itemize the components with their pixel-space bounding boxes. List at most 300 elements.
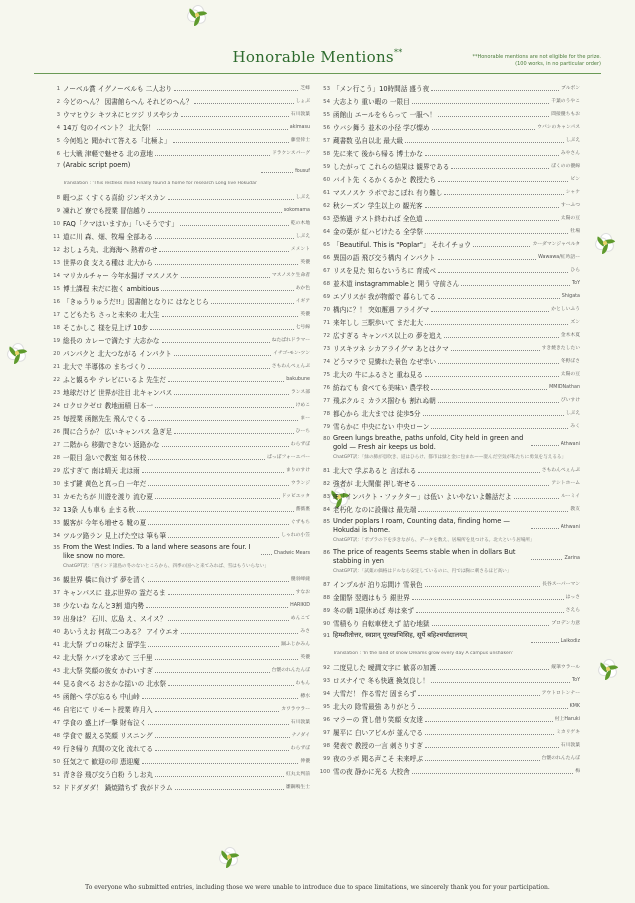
entry-text: 少ないね なんと3割 道内勢 [63, 602, 144, 610]
leader-dots [174, 90, 298, 91]
list-item [318, 711, 580, 724]
list-item [48, 766, 310, 779]
leader-dots [155, 672, 270, 673]
entry-author: マスノスケ生命者 [271, 273, 310, 278]
list-item [48, 475, 310, 488]
leader-dots [168, 594, 294, 595]
entry-text: 学食の 盛上げ一撃 財布泣く [63, 719, 147, 727]
note-line: (100 works, in no particular order) [515, 60, 601, 67]
entry-text: 秋シーズン 学生以上の 観光客 [333, 202, 423, 210]
list-item [318, 184, 580, 197]
leader-dots [142, 698, 299, 699]
list-item [48, 753, 310, 766]
entry-author: しゃれの小笠 [281, 533, 310, 538]
entry-number: 3 [56, 112, 60, 118]
entry-number: 90 [323, 621, 330, 627]
entry-text: (Arabic script poem) [63, 161, 131, 169]
entry-number: 67 [323, 268, 330, 274]
entry-text: 出身は？ 石川、広島 え、スイス？ [63, 615, 167, 623]
entry-author: 金木木夏 [560, 333, 580, 338]
entry-author: Yousuf [294, 169, 310, 174]
entry-text: マスノスケ ラボでおこぼれ 有り難し [333, 189, 443, 197]
entry-text: FAQ「クマはいますか」「いそうです」 [63, 220, 178, 228]
list-item [48, 267, 310, 280]
footer-message: To everyone who submitted entries, including those we were unable to introduce due to space limitations, we sincerely thank you for your participation. [85, 884, 550, 891]
entry-text: 函館へ 学び忘るも 中山峠 [63, 693, 140, 701]
leader-dots [168, 685, 293, 686]
entry-number: 93 [323, 678, 330, 684]
entry-text: 都心から 北大までは 徒歩5分 [333, 410, 421, 418]
entry-author: わらずぼ [290, 746, 310, 751]
leader-dots [155, 750, 289, 751]
entry-text: 一限目 急いで教室 知る休校 [63, 454, 147, 462]
list-item [48, 636, 310, 649]
list-item [318, 314, 580, 327]
entry-author: 梅 [575, 769, 580, 774]
entry-number: 83 [323, 494, 330, 500]
list-item [48, 779, 310, 792]
leader-dots [261, 554, 272, 555]
header-note [472, 54, 601, 67]
leader-dots [531, 445, 559, 446]
list-item [48, 145, 310, 158]
entry-number: 85 [323, 519, 330, 525]
list-item [48, 106, 310, 119]
list-item [48, 80, 310, 93]
entry-text: ドドダダダ！ 鍋焼踏ちず 我がドラム [63, 784, 173, 792]
entry-author: sokomama [283, 208, 310, 213]
entry-text: 函館山 エールをもらって 一服へ！ [333, 111, 436, 119]
entry-number: 51 [53, 772, 60, 778]
entry-text: 青き谷 飛び交う白粉 うしお丸 [63, 771, 153, 779]
leader-dots [531, 559, 562, 560]
entry-text: 大志より 重い暇の 一限目 [333, 98, 410, 106]
list-item [48, 584, 310, 597]
list-item [318, 576, 580, 589]
list-item [318, 392, 580, 405]
leader-dots [180, 225, 289, 226]
entry-number: 95 [323, 704, 330, 710]
list-item [48, 571, 310, 584]
entry-number: 68 [323, 281, 330, 287]
entry-author: 石川敦葉 [290, 112, 310, 117]
leader-dots [261, 172, 293, 173]
entry-author: すなお [295, 590, 310, 595]
entry-author: 紅丸太判前 [286, 772, 310, 777]
leader-dots [148, 420, 298, 421]
leader-dots [174, 394, 289, 395]
title-mark: ** [393, 48, 403, 57]
entry-author: 村上Haruki [554, 717, 580, 722]
entry-text: 世界の食 支える種は 北大から [63, 259, 153, 267]
entry-author: ウランジ [290, 481, 310, 486]
entry-text: 大雪だ！ 作る雪だ 固まらず [333, 690, 417, 698]
entry-translation: ChatGPT訳：「試薬の価格はドルなら安定しているのに、円では胸に刺さるほど高い」 [333, 569, 512, 574]
entry-author: ブルボン [561, 86, 580, 91]
entry-text: 雪の夜 静かに光る 大校舎 [333, 768, 410, 776]
entry-text: 北大祭 笑顔の彼女 かわいすぎ [63, 667, 153, 675]
leader-dots [425, 760, 540, 761]
list-item [318, 602, 580, 615]
entry-number: 91 [323, 633, 330, 639]
entry-author: 樽水 [300, 694, 310, 699]
entry-text: IF「インパクト・ファクター」は低い よいやないよ難話だよ [333, 493, 512, 501]
entry-author: 千葉のうやこ [551, 99, 580, 104]
list-item [48, 623, 310, 636]
entry-author: 太陽の豆 [560, 216, 580, 221]
entry-number: 34 [53, 533, 60, 539]
list-item [48, 410, 310, 423]
entry-number: 70 [323, 307, 330, 313]
entry-author: まりのすけ [286, 468, 310, 473]
list-item [318, 301, 580, 314]
entry-number: 69 [323, 294, 330, 300]
leader-dots [451, 350, 540, 351]
leader-dots [431, 389, 547, 390]
list-item [318, 236, 580, 249]
leader-dots [137, 511, 294, 512]
list-item [48, 662, 310, 675]
title-text: Honorable Mentions [232, 48, 394, 66]
leader-dots [148, 459, 265, 460]
entry-number: 9 [56, 208, 60, 214]
entry-number: 100 [319, 769, 330, 775]
entry-text: 行き帰り 真間の文化 流れてる [63, 745, 153, 753]
entry-text: 地球だけど 世界が注目 北キャンパス [63, 389, 173, 397]
entry-author: しぶえ [565, 411, 580, 416]
entry-text: 蔵書数 弘自以北 最大級 [333, 137, 404, 145]
entry-author: かとしいふう [551, 307, 580, 312]
leader-dots [211, 303, 294, 304]
leader-dots [155, 238, 294, 239]
entry-number: 81 [323, 468, 330, 474]
list-item [48, 358, 310, 371]
list-item [318, 379, 580, 392]
list-item [48, 332, 310, 345]
list-item [318, 106, 580, 119]
entry-author: Shigata [561, 294, 580, 299]
list-item [48, 688, 310, 701]
entry-author: カワラウラー [281, 707, 310, 712]
leader-dots [148, 724, 288, 725]
entry-number: 17 [53, 312, 60, 318]
list-item [318, 659, 580, 672]
entry-text: 来年しし 三駅歩いて まだ北大 [333, 319, 423, 327]
list-item [48, 527, 310, 540]
list-item [48, 280, 310, 293]
entry-text: 老朽化 なのに設備は 最先端 [333, 506, 417, 514]
leader-dots [444, 337, 559, 338]
leader-dots [155, 737, 290, 738]
entry-author: ランス部 [290, 390, 310, 395]
entry-translation: ChatGPT訳：「緑の肺が息吹き、道はひらけ、都市は緑と金に包まれ——澄んだ空気が私たちに勇気を与えるる」 [333, 455, 567, 460]
entry-text: 二階から 移動できない 返路かな [63, 441, 160, 449]
entry-author: 踊ふじかみん [281, 642, 310, 647]
entry-text: エゾリスが 我が物顔で 暮らしてる [333, 293, 436, 301]
leader-dots [148, 581, 288, 582]
leader-dots [162, 446, 289, 447]
entry-author: シャケ [565, 190, 580, 195]
entry-text: 夜のラボ 聞る声こそ 未来呼ぶ [333, 755, 423, 763]
entry-author: ぴいすけ [560, 398, 580, 403]
entry-author: みく [570, 424, 580, 429]
entry-author: 雛鋼鳴生士 [286, 785, 310, 790]
entry-number: 98 [323, 743, 330, 749]
entry-text: 「きゅうりゅうだ!!」図書館となりに はなとじら [63, 298, 209, 306]
entry-text: 金の葉が 紅ハビけたる 全学祭 [333, 228, 423, 236]
list-item [318, 724, 580, 737]
list-item [48, 319, 310, 332]
entry-author: しぶえ [565, 138, 580, 143]
leader-dots [438, 259, 536, 260]
list-item [48, 158, 310, 182]
list-item [318, 93, 580, 106]
trillium-flower-icon [186, 4, 208, 26]
entry-number: 99 [323, 756, 330, 762]
entry-text: 観客が 今年も増せる 靴の夏 [63, 519, 147, 527]
entry-author: akimasu [289, 125, 310, 130]
list-item [48, 132, 310, 145]
entry-number: 59 [323, 164, 330, 170]
list-item [318, 223, 580, 236]
entry-author: わもん [295, 681, 310, 686]
leader-dots [461, 285, 570, 286]
leader-dots [155, 155, 270, 156]
leader-dots [418, 695, 539, 696]
list-item [48, 649, 310, 662]
entry-number: 41 [53, 642, 60, 648]
entry-text: 今何処と 聞かれて答える「北極よ」 [63, 137, 171, 145]
entry-number: 65 [323, 242, 330, 248]
entry-author: Wawawa/紅吟語ー [538, 255, 580, 260]
flower-center [227, 855, 231, 859]
entry-number: 15 [53, 286, 60, 292]
list-item [318, 418, 580, 431]
entry-number: 4 [56, 125, 60, 131]
entry-author: ひーち [295, 429, 310, 434]
entry-author: 長谷スーパーマン [542, 582, 580, 587]
entry-author: ToY [572, 281, 580, 286]
entry-author: ぱっぽフォーエバー [267, 455, 310, 460]
entry-text: ロクロクゼロ 教地面積 日本一 [63, 402, 153, 410]
entry-author: ぽくのの優線 [551, 164, 580, 169]
entry-number: 39 [53, 616, 60, 622]
list-item [318, 462, 580, 475]
leader-dots [174, 355, 271, 356]
entry-number: 35 [53, 545, 60, 551]
left-column [48, 80, 310, 792]
entry-number: 45 [53, 694, 60, 700]
list-item [318, 327, 580, 340]
entry-number: 92 [323, 665, 330, 671]
list-item [48, 189, 310, 202]
entry-author: イチゴ-モン-ツン [273, 351, 310, 356]
entry-author: みやさん [560, 151, 580, 156]
entry-text: 「Beautiful. This is "Poplar"」 それイチョウ [333, 241, 471, 249]
list-item [48, 384, 310, 397]
entry-text: ツルツ路ラン 見上げた空は 筆も筆 [63, 532, 167, 540]
entry-number: 19 [53, 338, 60, 344]
leader-dots [418, 708, 567, 709]
entry-author: けめこ [295, 403, 310, 408]
leader-dots [438, 402, 559, 403]
leader-dots [438, 181, 568, 182]
leader-dots [425, 207, 559, 208]
entry-author: Chadwic Mears [273, 551, 310, 556]
entry-text: 七大戦 津軽で魅せる 北の意地 [63, 150, 153, 158]
entry-text: 二度見した 曖澗文字に 歓喜の加護 [333, 664, 437, 672]
leader-dots [438, 298, 560, 299]
entry-author: イギア [295, 299, 310, 304]
entry-text: キャンパスに 並ぶ世界の 霊だるま [63, 589, 166, 597]
entry-number: 29 [53, 468, 60, 474]
entry-author: しぶえ [295, 234, 310, 239]
list-item [48, 397, 310, 410]
trillium-flower-icon [597, 658, 619, 680]
entry-number: 53 [323, 86, 330, 92]
leader-dots [425, 220, 559, 221]
entry-text: 雪積もり 自転車使えず 詰む地獄 [333, 620, 430, 628]
entry-translation: ChatGPT訳：「ポプラの下を歩きながら、データを数え、居場所を見つける。北大という居場所」 [333, 538, 535, 543]
entry-author: 間接優ちもお [551, 112, 580, 117]
leader-dots [159, 251, 288, 252]
entry-author: HARIKID [290, 603, 310, 608]
entry-number: 10 [53, 221, 60, 227]
list-item [318, 275, 580, 288]
entry-author: さもわんぺぇんぷ [541, 468, 580, 473]
leader-dots [173, 142, 289, 143]
entry-number: 21 [53, 364, 60, 370]
list-item [318, 262, 580, 275]
entry-number: 94 [323, 691, 330, 697]
leader-dots [175, 789, 284, 790]
leader-dots [425, 324, 568, 325]
entry-author: 芝蜂 [300, 86, 310, 91]
entry-number: 79 [323, 424, 330, 430]
list-item [318, 197, 580, 210]
entry-number: 84 [323, 507, 330, 513]
entry-number: 73 [323, 346, 330, 352]
list-item [318, 672, 580, 685]
entry-author: Zarina [564, 556, 580, 561]
list-item [48, 228, 310, 241]
entry-number: 57 [323, 138, 330, 144]
leader-dots [148, 646, 279, 647]
leader-dots [425, 734, 554, 735]
entry-text: リスキツネ シカアライグマ あとはクマ [333, 345, 449, 353]
list-item [48, 597, 310, 610]
entry-number: 44 [53, 681, 60, 687]
entry-author: アシトホーム [551, 481, 580, 486]
entry-number: 86 [323, 550, 330, 556]
entry-author: しょぶ [295, 99, 310, 104]
leader-dots [148, 524, 288, 525]
leader-dots [412, 773, 573, 774]
trillium-flower-icon [6, 342, 28, 364]
list-item [318, 488, 580, 501]
entry-text: 北大祭 プロの味だよ 留学生 [63, 641, 147, 649]
entry-number: 89 [323, 608, 330, 614]
list-item [48, 241, 310, 254]
list-item [48, 714, 310, 727]
entry-text: どうマラで 見憐れた景色 なぜ幸い [333, 358, 437, 366]
leader-dots [181, 116, 289, 117]
leader-dots [161, 290, 294, 291]
list-item [48, 202, 310, 215]
header [34, 44, 601, 74]
entry-number: 72 [323, 333, 330, 339]
entry-text: 飛ぶクルミ カラス掴むも 割れぬ朝 [333, 397, 436, 405]
list-item [48, 254, 310, 267]
entry-number: 37 [53, 590, 60, 596]
list-item [48, 345, 310, 358]
entry-number: 48 [53, 733, 60, 739]
entry-text: インプルが 泊り忘間け 雪景色 [333, 581, 423, 589]
entry-number: 14 [53, 273, 60, 279]
list-item [318, 545, 580, 569]
entry-number: 74 [323, 359, 330, 365]
entry-number: 66 [323, 255, 330, 261]
list-item [48, 740, 310, 753]
entry-number: 71 [323, 320, 330, 326]
leader-dots [142, 763, 299, 764]
entry-author: アウトロトンナー [541, 691, 580, 696]
entry-text: バイト先 くるかくるかと 教授たち [333, 176, 437, 184]
entry-text: 「メン行こう」10時間話 盛う夜 [333, 85, 430, 93]
entry-number: 42 [53, 655, 60, 661]
entry-number: 50 [53, 759, 60, 765]
flower-center [15, 351, 19, 355]
entry-author: 台懐のれんたんぼ [271, 668, 310, 673]
entry-text: 間に合うか？ 広いキャンパス 急ぎ足 [63, 428, 173, 436]
entry-author: Athwani [560, 442, 580, 447]
entry-number: 63 [323, 216, 330, 222]
entry-number: 80 [323, 436, 330, 442]
list-item [318, 750, 580, 763]
entry-author: 縦筆ウラール [551, 665, 580, 670]
entry-text: カモたちが 川遊を渡り 流む夏 [63, 493, 153, 501]
entry-text: Under poplars I roam, Counting data, finding home — Hokudai is home. [333, 517, 510, 534]
entry-number: 18 [53, 325, 60, 331]
list-item [48, 462, 310, 475]
leader-dots [157, 129, 288, 130]
entry-author: 薔薇裏 [295, 507, 310, 512]
list-item [318, 431, 580, 455]
entry-number: 25 [53, 416, 60, 422]
entry-author: ねたばれドラマー [271, 338, 310, 343]
entry-author: めんこて [290, 616, 310, 621]
list-item [48, 215, 310, 228]
list-item [48, 727, 310, 740]
entry-author: カーダマンジャベルタ [532, 242, 580, 247]
entry-number: 61 [323, 190, 330, 196]
entry-number: 76 [323, 385, 330, 391]
entry-text: まず鍵 黄色と真っ白 一年だ [63, 480, 147, 488]
entry-text: 北大で 半導体の まちづくり [63, 363, 147, 371]
entry-text: 広すぎて 南は晴天 北は雨 [63, 467, 140, 475]
list-item [48, 701, 310, 714]
entry-author: わらずぼ [290, 442, 310, 447]
entry-number: 5 [56, 138, 60, 144]
entry-text: 毎授業 函館先生 飛んでくる [63, 415, 147, 423]
trillium-flower-icon [594, 232, 616, 254]
entry-number: 96 [323, 717, 330, 723]
entry-translation: Translation : 'In the land of snow Dreams grow every day A campus unshaken' [333, 651, 513, 656]
entry-text: そこかしこ 様を見上げ 10步 [63, 324, 149, 332]
entry-text: 広すぎる キャンパス以上の 夢を追え [333, 332, 443, 340]
entry-number: 31 [53, 494, 60, 500]
leader-dots [432, 625, 550, 626]
